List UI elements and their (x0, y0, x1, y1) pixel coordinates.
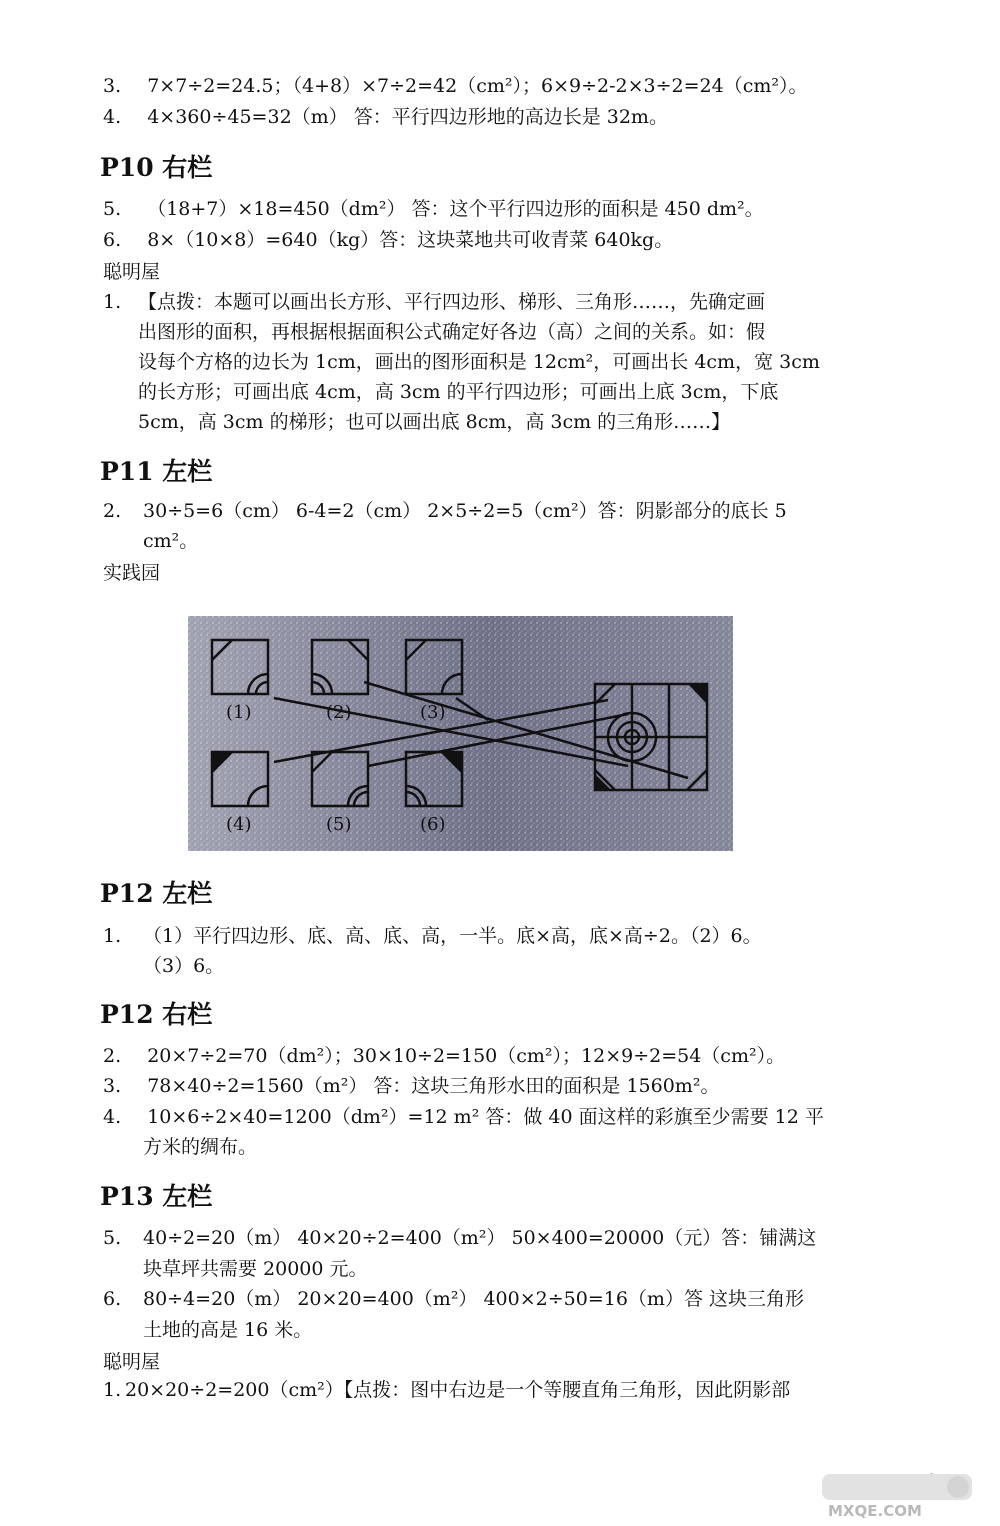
answer-line (103, 104, 668, 130)
figure-label: (6) (420, 814, 446, 835)
figure-label: (3) (420, 702, 446, 723)
answer-text: 8×（10×8）=640（kg）答：这块菜地共可收青菜 640kg。 (147, 229, 674, 251)
section-heading: P12 左栏 (100, 879, 213, 908)
answer-text: 40÷2=20（m） 40×20÷2=400（m²） 50×400=20000（元）答：铺满这 (143, 1227, 817, 1249)
tip-line: 的长方形；可画出底 4cm，高 3cm 的平行四边形；可画出上底 3cm，下底 (138, 381, 779, 403)
subsection-title: 聪明屋 (103, 261, 161, 283)
item-number: 1. (103, 291, 122, 313)
item-number: 4. (103, 1106, 122, 1128)
answer-text: 块草坪共需要 20000 元。 (143, 1258, 368, 1280)
answer-text: 30÷5=6（cm） 6-4=2（cm） 2×5÷2=5（cm²）答：阴影部分的底长 5 (143, 500, 787, 522)
item-number: 4. (103, 106, 122, 128)
answer-text: 土地的高是 16 米。 (143, 1319, 313, 1341)
answer-text: cm²。 (143, 530, 199, 552)
item-number: 6. (103, 1288, 122, 1310)
item-number: 1. (103, 925, 122, 947)
figure-label: (4) (226, 814, 252, 835)
subsection-title: 聪明屋 (103, 1351, 161, 1373)
answer-line (103, 1073, 719, 1099)
figure-label: (5) (326, 814, 352, 835)
item-number: 3. (103, 1075, 122, 1097)
item-number: 5. (103, 1227, 122, 1249)
section-heading: P10 右栏 (100, 153, 213, 182)
answer-text: 4×360÷45=32（m） 答：平行四边形地的高边长是 32m。 (147, 106, 668, 128)
matching-figure (188, 616, 733, 851)
item-number: 2. (103, 500, 122, 522)
item-number: 5. (103, 198, 122, 220)
watermark-logo (818, 1472, 978, 1520)
tip-line: 设每个方格的边长为 1cm，画出的图形面积是 12cm²，可画出长 4cm，宽 3cm (138, 351, 820, 373)
item-number: 6. (103, 229, 122, 251)
section-heading: P12 右栏 (100, 1000, 213, 1029)
answer-line (103, 1043, 785, 1069)
section-heading: P13 左栏 (100, 1182, 213, 1211)
tip-line: 【点拨：本题可以画出长方形、平行四边形、梯形、三角形……，先确定画 (138, 291, 766, 313)
item-number: 1. (103, 1379, 122, 1401)
answer-text: 7×7÷2=24.5；（4+8）×7÷2=42（cm²）；6×9÷2-2×3÷2=24（cm²）。 (147, 75, 808, 97)
answer-line (103, 73, 808, 99)
figure-label: (1) (226, 702, 252, 723)
tip-line: 5cm，高 3cm 的梯形；也可以画出底 8cm，高 3cm 的三角形……】 (138, 411, 731, 433)
figure-label: (2) (326, 702, 352, 723)
answer-text: 80÷4=20（m） 20×20=400（m²） 400×2÷50=16（m）答 这块三角形 (143, 1288, 804, 1310)
section-heading: P11 左栏 (100, 457, 213, 486)
item-number: 2. (103, 1045, 122, 1067)
subsection-title: 实践园 (103, 562, 161, 584)
tip-line: 20×20÷2=200（cm²）【点拨：图中右边是一个等腰直角三角形，因此阴影部 (125, 1379, 791, 1401)
answer-text: 方米的绸布。 (143, 1136, 258, 1158)
answer-text: 20×7÷2=70（dm²）；30×10÷2=150（cm²）；12×9÷2=54（cm²）。 (147, 1045, 786, 1067)
answer-text: （1）平行四边形、底、高、底、高，一半。底×高，底×高÷2。（2）6。 (143, 925, 762, 947)
answer-text: （18+7）×18=450（dm²） 答：这个平行四边形的面积是 450 dm²。 (147, 198, 764, 220)
answer-text: 10×6÷2×40=1200（dm²）=12 m² 答：做 40 面这样的彩旗至少需要 12 平 (147, 1106, 824, 1128)
answer-line (103, 196, 764, 222)
answer-line (103, 227, 673, 253)
answer-line (103, 1104, 824, 1130)
tip-line: 出图形的面积，再根据根据面积公式确定好各边（高）之间的关系。如：假 (138, 321, 766, 343)
answer-text: （3）6。 (143, 955, 225, 977)
item-number: 3. (103, 75, 122, 97)
watermark-text: MXQE.COM (828, 1502, 922, 1520)
answer-text: 78×40÷2=1560（m²） 答：这块三角形水田的面积是 1560m²。 (147, 1075, 720, 1097)
